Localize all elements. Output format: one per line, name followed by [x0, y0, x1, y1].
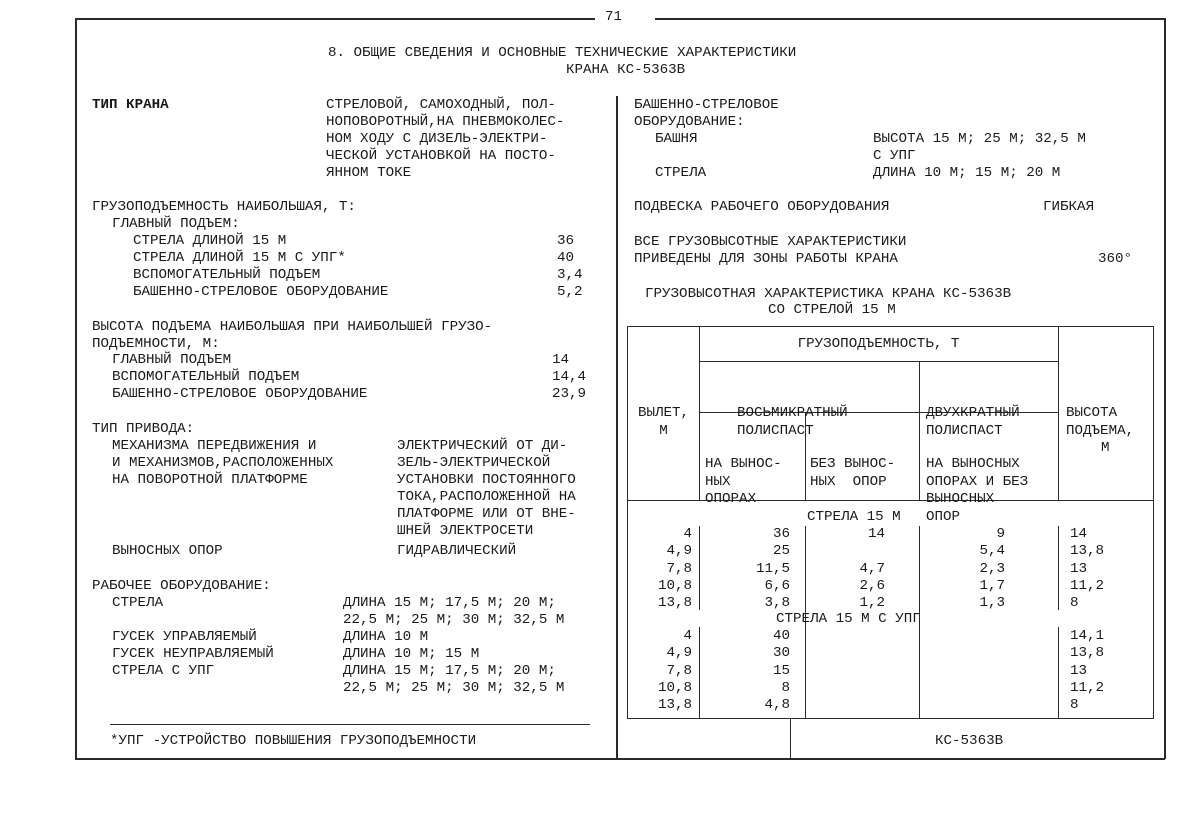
capacity-label: БАШЕННО-СТРЕЛОВОЕ ОБОРУДОВАНИЕ: [133, 284, 389, 300]
table-cell: 9: [996, 526, 1005, 542]
table-cell: 11,2: [1070, 577, 1105, 594]
table-cell: 13: [1070, 560, 1088, 577]
table-cell: 36: [772, 526, 790, 542]
capacity-label: СТРЕЛА ДЛИНОЙ 15 М С УПГ*: [133, 250, 346, 266]
table-title-line1: ГРУЗОВЫСОТНАЯ ХАРАКТЕРИСТИКА КРАНА КС-5363В: [645, 286, 1012, 302]
table-cell: 13,8: [657, 595, 692, 612]
page-title-line1: 8. ОБЩИЕ СВЕДЕНИЯ И ОСНОВНЫЕ ТЕХНИЧЕСКИЕ ХАРАКТЕРИСТИКИ: [328, 45, 797, 61]
header-twofold: ДВУХКРАТНЫЙ ПОЛИСПАСТ: [926, 405, 1020, 439]
table-cell: 11,5: [755, 560, 790, 577]
table-cell: 1,3: [979, 595, 1005, 612]
page-title-line2: КРАНА КС-5363В: [566, 62, 686, 78]
frame-top-left: [75, 18, 595, 20]
section-boom-15-upg: СТРЕЛА 15 М С УПГ: [776, 611, 921, 627]
table-cell: 4,9: [666, 543, 692, 560]
zone-line2: ПРИВЕДЕНЫ ДЛЯ ЗОНЫ РАБОТЫ КРАНА: [634, 251, 898, 267]
height-value: 23,9: [552, 386, 587, 402]
frame-bottom: [75, 758, 1165, 760]
table-cell: 8: [781, 679, 790, 696]
table-cell: 8: [1070, 697, 1079, 714]
frame-right: [1164, 18, 1166, 759]
table-cell: 7,8: [666, 662, 692, 679]
header-height: ВЫСОТА ПОДЪЕМА, М: [1066, 405, 1135, 457]
table-cell: 1,2: [859, 595, 885, 612]
section-boom-15: СТРЕЛА 15 М: [807, 509, 901, 525]
table-cell: 1,7: [979, 577, 1005, 594]
table-cell: 10,8: [657, 577, 692, 594]
table-cell: 11,2: [1070, 679, 1105, 696]
page-number: 71: [605, 9, 623, 25]
table-cell: 2,3: [979, 560, 1005, 577]
table-title-line2: СО СТРЕЛОЙ 15 М: [768, 302, 896, 318]
stamp-divider: [790, 718, 791, 759]
height-label: ГЛАВНЫЙ ПОДЪЕМ: [112, 352, 232, 368]
table-cell: 4: [683, 628, 692, 644]
header-eightfold: ВОСЬМИКРАТНЫЙ ПОЛИСПАСТ: [737, 405, 848, 439]
suspension-value: ГИБКАЯ: [1043, 199, 1095, 215]
table-cell: 4,7: [859, 560, 885, 577]
table-cell: 13,8: [1070, 645, 1105, 662]
capacity-value: 3,4: [557, 267, 583, 283]
capacity-label: ВСПОМОГАТЕЛЬНЫЙ ПОДЪЕМ: [133, 267, 321, 283]
zone-value: 360°: [1098, 251, 1133, 267]
table-cell: 7,8: [666, 560, 692, 577]
table-cell: 5,4: [979, 543, 1005, 560]
table-cell: 3,8: [764, 595, 790, 612]
table-cell: 13: [1070, 662, 1088, 679]
header-on-outriggers: НА ВЫНОС- НЫХ ОПОРАХ: [705, 456, 782, 508]
table-cell: 15: [772, 662, 790, 679]
table-cell: 14: [867, 526, 885, 542]
table-cell: 13,8: [657, 697, 692, 714]
table-cell: 4: [683, 526, 692, 542]
table-cell: 6,6: [764, 577, 790, 594]
footnote: *УПГ -УСТРОЙСТВО ПОВЫШЕНИЯ ГРУЗОПОДЪЕМНОСТИ: [110, 733, 477, 749]
table-cell: 4,8: [764, 697, 790, 714]
header-off-outriggers: БЕЗ ВЫНОС- НЫХ ОПОР: [810, 456, 896, 490]
table-cell: 40: [772, 628, 790, 644]
table-cell: 2,6: [859, 577, 885, 594]
table-cell: 14,1: [1070, 628, 1105, 644]
table-cell: 4,9: [666, 645, 692, 662]
capacity-value: 5,2: [557, 284, 583, 300]
column-divider: [616, 96, 618, 759]
stamp-label: КС-5363В: [935, 733, 1004, 749]
table-cell: 13,8: [1070, 543, 1105, 560]
capacity-value: 36: [557, 233, 575, 249]
table-cell: 30: [772, 645, 790, 662]
frame-top-right: [655, 18, 1165, 20]
header-reach: ВЫЛЕТ, М: [637, 405, 690, 439]
suspension-label: ПОДВЕСКА РАБОЧЕГО ОБОРУДОВАНИЯ: [634, 199, 890, 215]
height-value: 14,4: [552, 369, 587, 385]
table-cell: 14: [1070, 526, 1088, 542]
height-value: 14: [552, 352, 570, 368]
zone-line1: ВСЕ ГРУЗОВЫСОТНЫЕ ХАРАКТЕРИСТИКИ: [634, 234, 907, 250]
table-cell: 10,8: [657, 679, 692, 696]
header-capacity: ГРУЗОПОДЪЕМНОСТЬ, Т: [797, 336, 960, 352]
height-label: ВСПОМОГАТЕЛЬНЫЙ ПОДЪЕМ: [112, 369, 300, 385]
table-cell: 25: [772, 543, 790, 560]
height-label: БАШЕННО-СТРЕЛОВОЕ ОБОРУДОВАНИЕ: [112, 386, 368, 402]
frame-left: [75, 18, 77, 759]
footnote-divider: [110, 724, 590, 725]
capacity-value: 40: [557, 250, 575, 266]
crane-type-label: ТИП КРАНА: [92, 97, 169, 113]
header-both: НА ВЫНОСНЫХ ОПОРАХ И БЕЗ ВЫНОСНЫХ ОПОР: [926, 456, 1029, 525]
capacity-label: СТРЕЛА ДЛИНОЙ 15 М: [133, 233, 287, 249]
table-cell: 8: [1070, 595, 1079, 612]
